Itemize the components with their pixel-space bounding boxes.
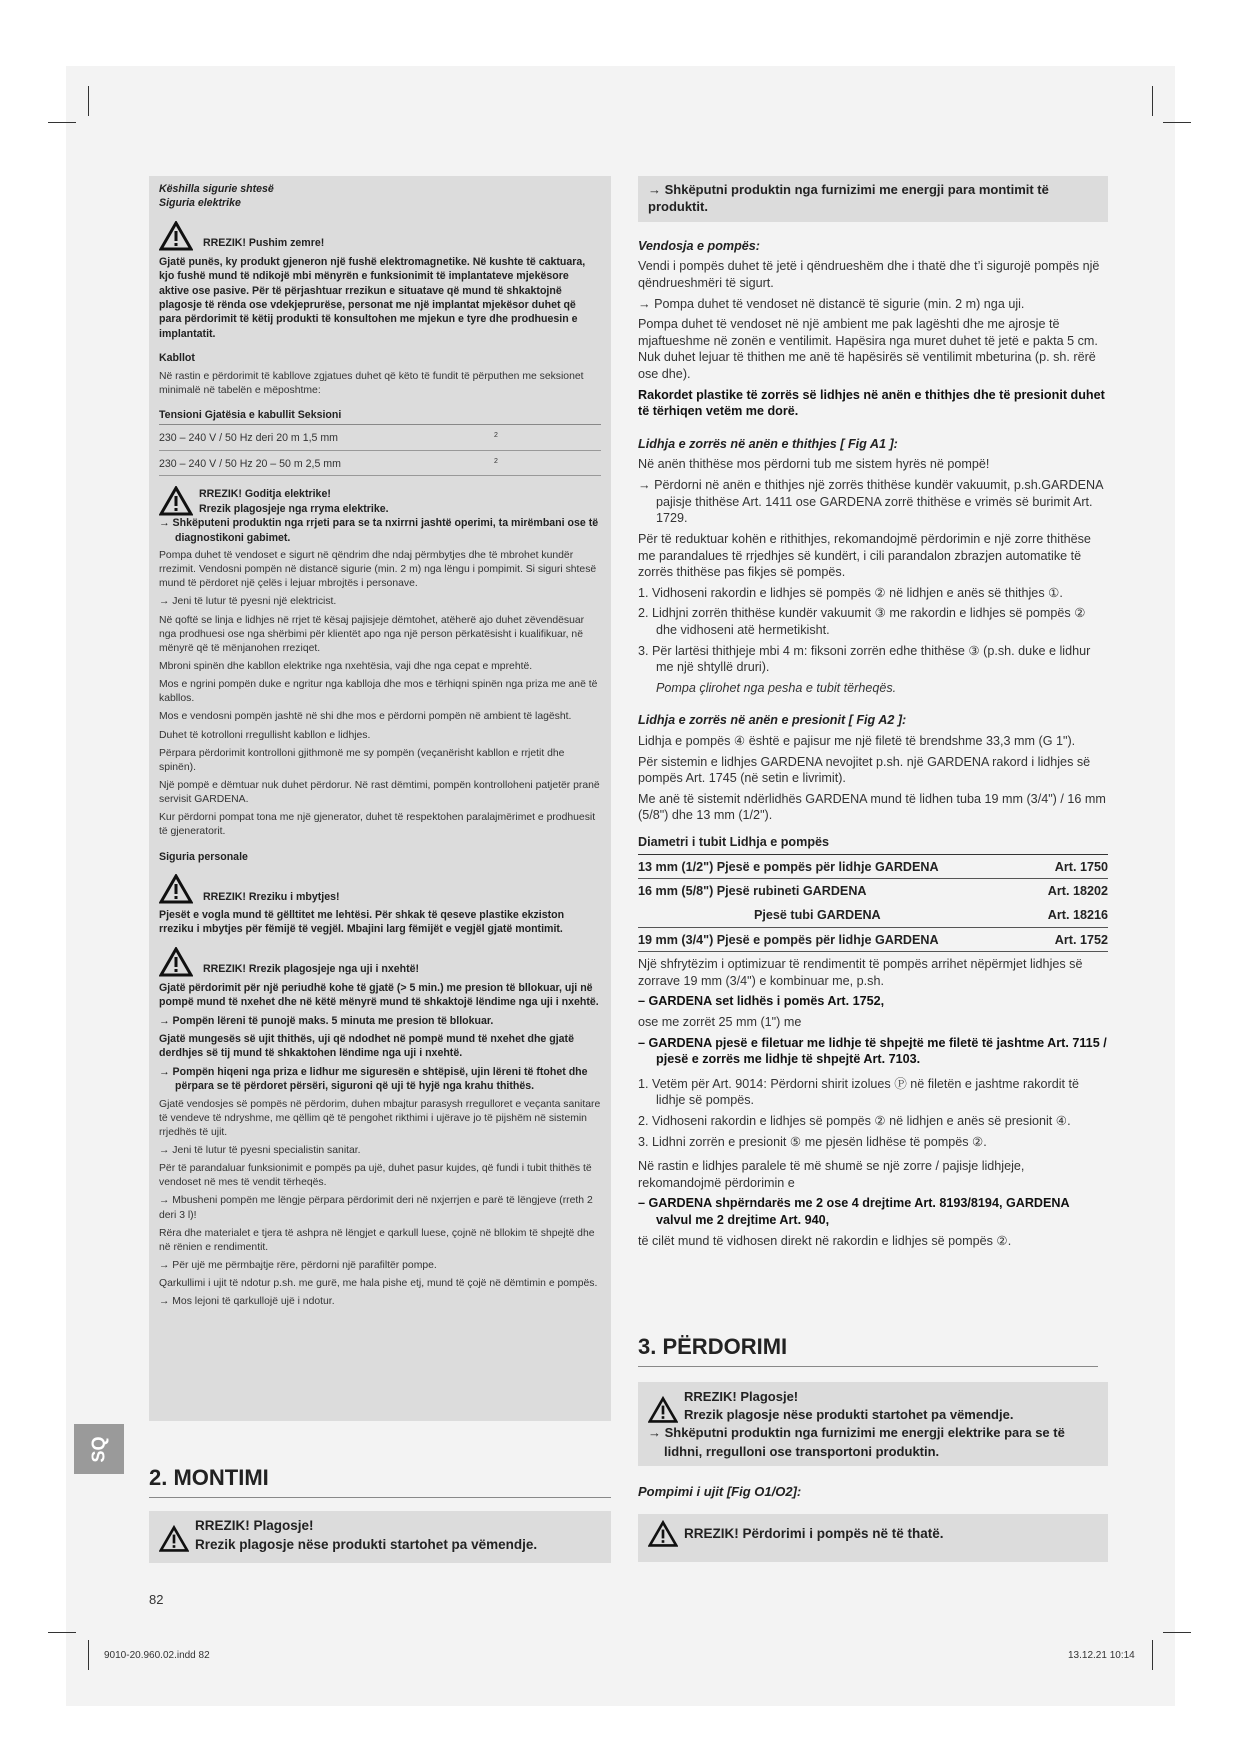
subheading: Vendosja e pompës: bbox=[638, 238, 761, 253]
paragraph: Në qoftë se linja e lidhjes në rrjet të kësaj pajisjeje dëmtohet, atëherë ajo duhet zëvendësuar nga prodhuesi ose nga shërbimi për klientët apo nga një person përkatësisht i kualifikuar, në mënyrë që të mënjanohen rreziqet. bbox=[159, 614, 585, 654]
paragraph: Kur përdorni pompat tona me një gjenerator, duhet të respektohen paralajmërimet e prodhuesit të gjeneratorit. bbox=[159, 812, 596, 838]
crop-mark bbox=[48, 122, 76, 123]
list-item: – GARDENA set lidhës i pomës Art. 1752, bbox=[638, 994, 885, 1009]
list-item: 1. Vidhoseni rakordin e lidhjes së pompës ② në lidhjen e anës së thithjes ①. bbox=[638, 585, 1063, 600]
subheading: Lidhja e zorrës në anën e thithjes [ Fig A1 ]: bbox=[638, 436, 898, 451]
montage-column bbox=[638, 176, 1108, 1249]
paragraph: Në rastin e lidhjes paralele të më shumë se një zorre / pajisje lidhjeje, rekomandojmë përdorimin e bbox=[638, 1159, 1025, 1190]
paragraph: Përpara përdorimit kontrolloni gjithmonë me sy pompën (veçanërisht kabllon e rrjetit dhe spinën). bbox=[159, 747, 565, 773]
list-item: 1. Vetëm për Art. 9014: Përdorni shirit izolues Ⓟ në filetën e jashtme rakordit të lidhje së pompës. bbox=[638, 1076, 1080, 1108]
heading: Siguria personale bbox=[159, 850, 248, 863]
paragraph: Për të parandaluar funksionimit e pompës pa ujë, duhet pasur kujdes, që fundi i tubit thithës të vendoset në mes të vendit tërheqës. bbox=[159, 1163, 592, 1189]
warning bbox=[159, 486, 601, 516]
paragraph: Për të reduktuar kohën e rithithjes, rekomandojmë përdorimin e një zorre thithëse me parandalues të rrjedhjes së kundërt, i cili parandalon zbrazjen automatike të zorrës thithëse pas fikjes së pompës. bbox=[638, 531, 1091, 580]
paragraph: Mos e ngrini pompën duke e ngritur nga kablloja dhe mos e tërhiqni spinën nga priza me anë të kabllos. bbox=[159, 679, 598, 705]
warning-title: RREZIK! Plagosje! bbox=[684, 1389, 799, 1404]
paragraph: Vendi i pompës duhet të jetë i qëndrueshëm dhe i thatë dhe t’i sigurojë pompës një qëndrueshmëri të sigurt. bbox=[638, 259, 1100, 290]
list-item: 2. Vidhoseni rakordin e lidhjes së pompës ② në lidhjen e anës së presionit ④. bbox=[638, 1113, 1071, 1128]
paragraph: të cilët mund të vidhosen direkt në rakordin e lidhjes së pompës ②. bbox=[638, 1233, 1012, 1248]
warning-title: RREZIK! Rreziku i mbytjes! bbox=[203, 890, 340, 903]
table-header: Diametri i tubit Lidhja e pompës bbox=[638, 830, 1108, 855]
paragraph: → Për ujë me përmbajtje rëre, përdorni një parafiltër pompe. bbox=[159, 1259, 437, 1271]
warning-title: RREZIK! Përdorimi i pompës në të thatë. bbox=[684, 1525, 944, 1541]
paragraph: Me anë të sistemit ndërlidhës GARDENA mund të lidhen tuba 19 mm (3/4") / 16 mm (5/8") dhe 13 mm (1/2"). bbox=[638, 791, 1106, 823]
warning-icon bbox=[159, 486, 193, 516]
page-number: 82 bbox=[149, 1592, 164, 1607]
list-item: 3. Lidhni zorrën e presionit ⑤ me pjesën lidhëse të pompës ②. bbox=[638, 1134, 987, 1149]
warning-action: → Pompën lëreni të punojë maks. 5 minuta me presion të bllokuar. bbox=[159, 1014, 494, 1027]
list-item: – GARDENA pjesë e filetuar me lidhje të shpejtë me filetë të jashtme Art. 7115 / pjesë e zorrës me lidhje të shpejtë Art. 7103. bbox=[638, 1035, 1107, 1067]
paragraph: → Jeni të lutur të pyesni specialistin sanitar. bbox=[159, 1144, 361, 1156]
crop-mark bbox=[88, 86, 89, 116]
warning-box bbox=[149, 1511, 611, 1563]
section-heading-perdorimi: 3. PËRDORIMI bbox=[638, 1334, 1098, 1367]
paragraph: Duhet të kotrolloni rregullisht kabllon e lidhjes. bbox=[159, 729, 371, 741]
warning-icon bbox=[159, 947, 193, 977]
paragraph: → Pompa duhet të vendoset në distancë të sigurie (min. 2 m) nga uji. bbox=[638, 296, 1025, 311]
warning bbox=[159, 221, 601, 251]
warning-icon bbox=[648, 1520, 678, 1548]
warning-title: RREZIK! Goditja elektrike! bbox=[199, 488, 331, 501]
subheading: Pompimi i ujit [Fig O1/O2]: bbox=[638, 1484, 802, 1499]
safety-column bbox=[149, 176, 611, 1421]
footer-file: 9010-20.960.02.indd 82 bbox=[104, 1650, 210, 1661]
crop-mark bbox=[1152, 86, 1153, 116]
heading: Siguria elektrike bbox=[159, 197, 241, 210]
table-row: 19 mm (3/4") Pjesë e pompës për lidhje GARDENA Art. 1752 bbox=[638, 928, 1108, 953]
paragraph: Rakordet plastike të zorrës së lidhjes në anën e thithjes dhe të presionit duhet të tërhiqen vetëm me dorë. bbox=[638, 387, 1105, 419]
paragraph: Rëra dhe materialet e tjera të ashpra në lëngjet e qarkull luese, çojnë në bllokim të shpejtë dhe në rënien e rendimentit. bbox=[159, 1227, 595, 1253]
list-item: 3. Për lartësi thithjeje mbi 4 m: fiksoni zorrën edhe thithëse ③ (p.sh. duke e lidhur me një shtyllë druri). bbox=[638, 643, 1091, 675]
warning-text: Pjesët e vogla mund të gëlltitet me lehtësi. Për shkak të qeseve plastike ekziston rreziku i mbytjes për fëmijë të vegjël. Mbajini larg fëmijët e vegjël gjatë montimit. bbox=[159, 908, 565, 936]
paragraph: → Mos lejoni të qarkullojë ujë i ndotur. bbox=[159, 1296, 335, 1308]
footer-date: 13.12.21 10:14 bbox=[1068, 1650, 1135, 1661]
note: Pompa çlirohet nga pesha e tubit tërheqës. bbox=[656, 680, 897, 695]
table-header: Tensioni Gjatësia e kabullit Seksioni bbox=[159, 408, 601, 425]
warning-icon bbox=[159, 1525, 189, 1553]
table-row: 16 mm (5/8") Pjesë rubineti GARDENA Art. 18202 bbox=[638, 884, 1108, 899]
warning-icon bbox=[648, 1396, 678, 1424]
paragraph: ose me zorrët 25 mm (1") me bbox=[638, 1014, 802, 1029]
warning-text: Gjatë përdorimit për një periudhë kohe të gjatë (> 5 min.) me presion të bllokuar, uji në pompë mund të nxehet dhe në këtë mënyrë mund të shkaktojë lëndime nga uji i nxehtë. bbox=[159, 981, 599, 1009]
subheading: Lidhja e zorrës në anën e presionit [ Fig A2 ]: bbox=[638, 713, 907, 728]
crop-mark bbox=[88, 1640, 89, 1670]
table-row: 230 – 240 V / 50 Hz deri 20 m 1,5 mm 2 bbox=[159, 425, 601, 450]
crop-mark bbox=[48, 1632, 76, 1633]
warning-title: RREZIK! Rrezik plagosjeje nga uji i nxehtë! bbox=[203, 963, 420, 976]
table-row: 13 mm (1/2") Pjesë e pompës për lidhje GARDENA Art. 1750 bbox=[638, 855, 1108, 880]
paragraph: Gjatë vendosjes së pompës në përdorim, duhen mbajtur parasysh rregulloret e veçanta sanitare të vendeve të ndryshme, me qëllim që të pengohet rikthimi i ujërave jo të pijshëm në sistemin rrjedhës të ujit. bbox=[159, 1098, 601, 1138]
paragraph: → Jeni të lutur të pyesni një elektricist. bbox=[159, 596, 337, 608]
paragraph: Pompa duhet të vendoset në një ambient me pak lagështi dhe me ajrosje të mjaftueshme në zonën e ventilimit. Hapësira nga muret duhet të jetë e pakta 5 cm. Nuk duhet lejuar të thithen me anë të hapësirës së ventilimit mbeturina (p. sh. rërë ose dhe). bbox=[638, 317, 1098, 382]
warning-box bbox=[638, 1382, 1108, 1466]
warning bbox=[159, 947, 601, 977]
section-heading-montimi: 2. MONTIMI bbox=[149, 1465, 611, 1498]
paragraph: Për sistemin e lidhjes GARDENA nevojitet p.sh. një GARDENA rakord i lidhjes së pompës Art. 1745 (në setin e livrimit). bbox=[638, 754, 1091, 786]
heading: Kabllot bbox=[159, 352, 195, 365]
warning-icon bbox=[159, 874, 193, 904]
warning-text: Gjatë punës, ky produkt gjeneron një fushë elektromagnetike. Në kushte të caktuara, kjo fushë mund të ndikojë mbi mënyrën e funksionimit të implantateve mjekësore aktive ose pasive. Për të përjashtuar rrezikun e situatave që mund të shkaktojnë plagosje të rënda ose vdekjeprurëse, personat me një implantat mjekësor duhet që para përdorimit të këtij produkti të konsultohen me mjekun e tyre dhe prodhuesin e implantatit. bbox=[159, 255, 586, 340]
warning-title: RREZIK! Pushim zemre! bbox=[203, 237, 325, 250]
crop-mark bbox=[1163, 1632, 1191, 1633]
table-row: Pjesë tubi GARDENA Art. 18216 bbox=[638, 903, 1108, 928]
paragraph: → Përdorni në anën e thithjes një zorrës thithëse kundër vakuumit, p.sh.GARDENA pajisje thithëse Art. 1411 ose GARDENA zorrë thithëse e vrimës së burimit Art. 1729. bbox=[638, 478, 1103, 526]
warning-text: Gjatë mungesës së ujit thithës, uji që ndodhet në pompë mund të nxehet dhe gjatë derdhjes së tij mund të shkaktohen lëndime nga uji i nxehtë. bbox=[159, 1032, 574, 1060]
paragraph: Qarkullimi i ujit të ndotur p.sh. me gurë, me hala pishe etj, mund të çojë në dëmtimin e pompës. bbox=[159, 1278, 598, 1290]
language-tab: SQ bbox=[74, 1424, 124, 1474]
table-row: 230 – 240 V / 50 Hz 20 – 50 m 2,5 mm 2 bbox=[159, 451, 601, 476]
paragraph: Mos e vendosni pompën jashtë në shi dhe mos e përdorni pompën në ambient të lagësht. bbox=[159, 711, 572, 723]
list-item: 2. Lidhjni zorrën thithëse kundër vakuumit ③ me rakordin e lidhjes së pompës ② dhe vidhoseni atë hermetikisht. bbox=[638, 606, 1086, 637]
warning bbox=[159, 874, 601, 904]
warning-text: Rrezik plagosjeje nga rryma elektrike. bbox=[199, 502, 389, 515]
paragraph: Një shfrytëzim i optimizuar të rendimentit të pompës arrihet nëpërmjet lidhjes së zorrave 19 mm (3/4") e kombinuar me, p.sh. bbox=[638, 957, 1083, 988]
warning-text: Rrezik plagosje nëse produkti startohet pa vëmendje. bbox=[684, 1407, 1014, 1423]
paragraph: Pompa duhet të vendoset e sigurt në qëndrim dhe ndaj përmbytjes dhe të mbrohet kundër rrezimit. Vendosni pompën në distancë sigurie (min. 2 m) nga lëngu i pompimit. Si siguri shtesë mund të përdoret një çelës i lejuar mbrojtës i personave. bbox=[159, 549, 597, 590]
paragraph: Mbroni spinën dhe kabllon elektrike nga nxehtësia, vaji dhe nga cepat e mprehtë. bbox=[159, 660, 533, 672]
warning-action: → Pompën hiqeni nga priza e lidhur me siguresën e shtëpisë, ujin lëreni të ftohet dhe përpara se të përdoret përsëri, siguroni që uji të hyjë nga krahu thithës. bbox=[159, 1065, 588, 1093]
warning-icon bbox=[159, 221, 193, 251]
paragraph: Në anën thithëse mos përdorni tub me sistem hyrës në pompë! bbox=[638, 457, 990, 472]
paragraph: → Mbusheni pompën me lëngje përpara përdorimit deri në nxjerrjen e parë të lëngjeve (rreth 2 deri 3 l)! bbox=[159, 1195, 593, 1221]
paragraph: Një pompë e dëmtuar nuk duhet përdorur. Në rast dëmtimi, pompën kontrolloheni patjetër pranë servisit GARDENA. bbox=[159, 779, 600, 806]
crop-mark bbox=[1163, 122, 1191, 123]
warning-action: → Shkëputeni produktin nga rrjeti para se ta nxirrni jashtë operimi, ta mirëmbani ose të diagnostikoni gabimet. bbox=[159, 517, 599, 544]
warning-title: RREZIK! Plagosje! bbox=[195, 1518, 314, 1533]
paragraph: Lidhja e pompës ④ është e pajisur me një filetë të brendshme 33,3 mm (G 1"). bbox=[638, 734, 1076, 749]
warning-box bbox=[638, 1514, 1108, 1562]
heading: Këshilla sigurie shtesë bbox=[159, 183, 274, 195]
warning-action: → Shkëputni produktin nga furnizimi me energji elektrike para se të lidhni, rregulloni ose transportoni produktin. bbox=[648, 1425, 1065, 1459]
warning-text: Rrezik plagosje nëse produkti startohet pa vëmendje. bbox=[195, 1536, 538, 1552]
paragraph: Në rastin e përdorimit të kabllove zgjatues duhet që këto të fundit të përputhen me seksionet minimalë në tabelën e mëposhtme: bbox=[159, 370, 584, 396]
list-item: – GARDENA shpërndarës me 2 ose 4 drejtime Art. 8193/8194, GARDENA valvul me 2 drejtime Art. 940, bbox=[638, 1196, 1070, 1228]
crop-mark bbox=[1152, 1640, 1153, 1670]
warning-box: → Shkëputni produktin nga furnizimi me energji para montimit të produktit. bbox=[638, 176, 1108, 222]
